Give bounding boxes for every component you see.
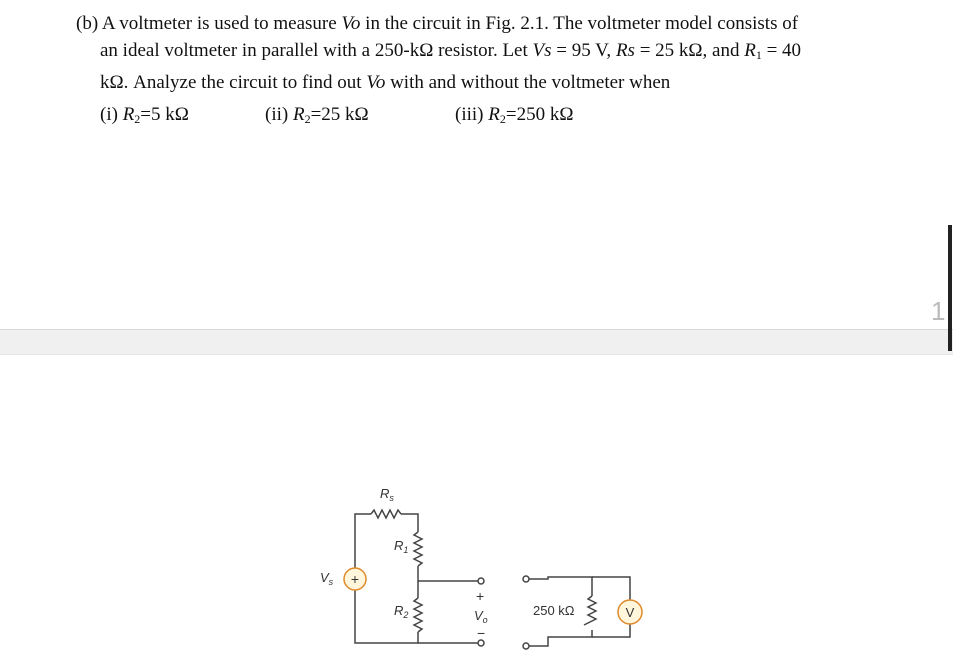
rs-label: $R_s$	[380, 486, 394, 503]
problem-text: an ideal voltmeter in parallel with a 250-kΩ resistor. Let	[100, 40, 528, 61]
part-i: (i) $R_2=5$ kΩ	[100, 104, 189, 126]
r1-resistor	[414, 532, 422, 566]
problem-text: with and without the voltmeter when	[390, 72, 671, 93]
rs-variable: Rs	[615, 40, 635, 61]
vo-variable: Vo	[341, 13, 361, 34]
vs-label: $V_s$	[320, 570, 334, 587]
part-ii: (ii) $R_2=25$ kΩ	[265, 104, 369, 126]
r2-resistor	[414, 598, 422, 632]
resistor-250k-label: 250 kΩ	[533, 603, 575, 618]
vo-terminal-top	[478, 578, 484, 584]
r1-label: $R_1$	[394, 538, 409, 555]
problem-text: in the circuit in Fig. 2.1. The voltmeter model consists of	[365, 13, 799, 34]
part-iii: (iii) $R_2=250$ kΩ	[455, 104, 574, 126]
vo-minus: −	[477, 625, 486, 641]
circuit-wires	[355, 510, 630, 649]
vs-variable: Vs	[532, 40, 552, 61]
meter-terminal-top	[523, 576, 529, 582]
r1-subscript: 1	[755, 48, 762, 62]
part-label: (b)	[76, 13, 99, 34]
problem-text: A voltmeter is used to measure	[101, 13, 337, 34]
resistor-250k	[584, 596, 596, 625]
vs-value: = 95 V,	[551, 40, 616, 61]
r1-variable: R	[744, 40, 756, 61]
r2-label: $R_2$	[394, 603, 409, 620]
meter-terminal-bottom	[523, 643, 529, 649]
vo-variable: Vo	[366, 72, 386, 93]
source-plus-sign: +	[350, 571, 360, 587]
problem-text: kΩ. Analyze the circuit to find out	[100, 72, 362, 93]
voltmeter-label: V	[625, 605, 635, 620]
vo-label: $V_o$	[474, 608, 488, 625]
page-number: 1	[931, 296, 946, 326]
rs-value: = 25 kΩ, and	[634, 40, 745, 61]
r1-value: = 40	[761, 40, 802, 61]
rs-resistor	[371, 510, 401, 518]
vo-plus: +	[476, 588, 485, 604]
